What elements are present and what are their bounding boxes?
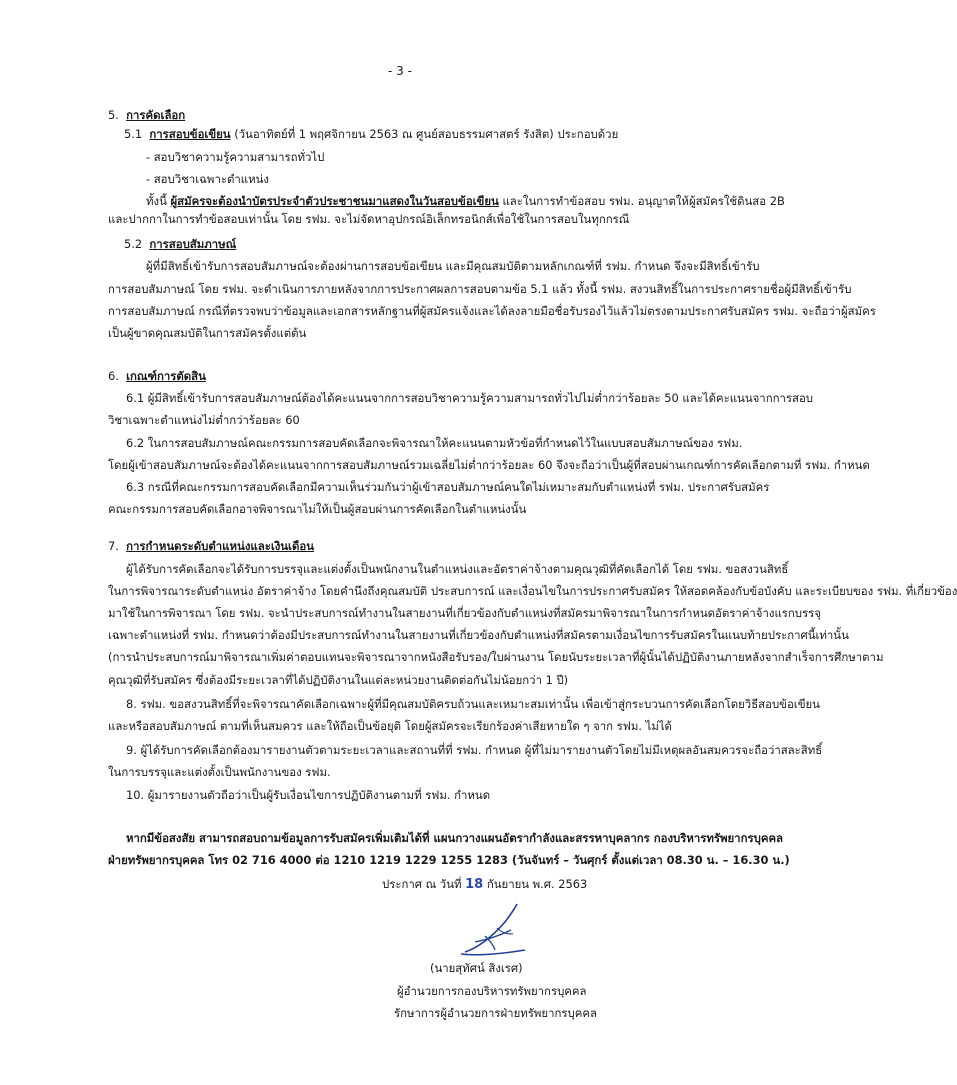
interview-para-line: การสอบสัมภาษณ์ โดย รฟม. จะดำเนินการภายหลังจากการประกาศผลการสอบตามข้อ 5.1 แล้ว ทั้งนี้ รฟม. สงวนสิทธิ์ในการประกาศรายชื่อผู้มีสิทธิ์เข้ารับ xyxy=(108,282,852,296)
clause-8-line: และหรือสอบสัมภาษณ์ ตามที่เห็นสมควร และให้ถือเป็นข้อยุติ โดยผู้สมัครจะเรียกร้องค่าเสียหายใด ๆ จาก รฟม. ไม่ได้ xyxy=(108,719,672,733)
salary-para-line: ในการพิจารณาระดับตำแหน่ง อัตราค่าจ้าง โดยคำนึงถึงคุณสมบัติ ประสบการณ์ และเงื่อนไขในการประกาศรับสมัคร ให้สอดคล้องกับข้อบังคับ และระเบียบของ รฟม. ที่เกี่ยวข้อง xyxy=(108,584,957,598)
clause-9-line: 9. ผู้ได้รับการคัดเลือกต้องมารายงานตัวตามระยะเวลาและสถานที่ที่ รฟม. กำหนด ผู้ที่ไม่มารายงานตัวโดยไม่มีเหตุผลอันสมควรจะถือว่าสละสิทธิ์ xyxy=(126,743,823,757)
section-5-2-title: การสอบสัมภาษณ์ xyxy=(149,237,237,251)
page-number: - 3 - xyxy=(388,64,412,78)
signer-acting-position: รักษาการผู้อำนวยการฝ่ายทรัพยากรบุคคล xyxy=(394,1006,597,1020)
exam-note xyxy=(146,194,785,209)
interview-para-line: ผู้ที่มีสิทธิ์เข้ารับการสอบสัมภาษณ์จะต้องผ่านการสอบข้อเขียน และมีคุณสมบัติตามหลักเกณฑ์ที่ รฟม. กำหนด จึงจะมีสิทธิ์เข้ารับ xyxy=(146,259,760,273)
announcement-day: 18 xyxy=(465,877,484,892)
exam-item-specific: - สอบวิชาเฉพาะตำแหน่ง xyxy=(146,172,269,186)
criteria-6-3-line: คณะกรรมการสอบคัดเลือกอาจพิจารณาไม่ให้เป็นผู้สอบผ่านการคัดเลือกในตำแหน่งนั้น xyxy=(108,502,527,516)
salary-para-line: (การนำประสบการณ์มาพิจารณาเพิ่มค่าตอบแทนจะพิจารณาจากหนังสือรับรอง/ใบผ่านงาน โดยนับระยะเวลาที่ผู้นั้นได้ปฏิบัติงานภายหลังจากสำเร็จการศึกษาตาม xyxy=(108,650,884,664)
clause-9-line: ในการบรรจุและแต่งตั้งเป็นพนักงานของ รฟม. xyxy=(108,765,331,779)
section-5-1-heading xyxy=(124,127,618,142)
exam-note-line2: และปากกาในการทำข้อสอบเท่านั้น โดย รฟม. จะไม่จัดหาอุปกรณ์อิเล็กทรอนิกส์เพื่อใช้ในการสอบในทุกกรณี xyxy=(108,212,630,226)
section-5-2-heading xyxy=(124,237,236,252)
salary-para-line: ผู้ได้รับการคัดเลือกจะได้รับการบรรจุและแต่งตั้งเป็นพนักงานในตำแหน่งและอัตราค่าจ้างตามคุณวุฒิที่คัดเลือกได้ โดย รฟม. ขอสงวนสิทธิ์ xyxy=(126,562,789,576)
exam-note-id-card: ผู้สมัครจะต้องนำบัตรประจำตัวประชาชนมาแสดงในวันสอบข้อเขียน xyxy=(170,194,499,208)
section-6-number: 6. xyxy=(108,369,119,383)
section-7-heading xyxy=(108,539,314,554)
section-5-2-number: 5.2 xyxy=(124,237,143,251)
exam-note-suffix: และในการทำข้อสอบ รฟม. อนุญาตให้ผู้สมัครใช้ดินสอ 2B xyxy=(502,194,785,208)
criteria-6-1-line: วิชาเฉพาะตำแหน่งไม่ต่ำกว่าร้อยละ 60 xyxy=(108,413,300,427)
criteria-6-1-line: 6.1 ผู้มีสิทธิ์เข้ารับการสอบสัมภาษณ์ต้องได้คะแนนจากการสอบวิชาความรู้ความสามารถทั่วไปไม่ต่ำกว่าร้อยละ 50 และได้คะแนนจากการสอบ xyxy=(126,391,814,405)
contact-line: หากมีข้อสงสัย สามารถสอบถามข้อมูลการรับสมัครเพิ่มเติมได้ที่ แผนกวางแผนอัตรากำลังและสรรหาบุคลากร กองบริหารทรัพยากรบุคคล xyxy=(126,831,784,845)
announcement-date-prefix: ประกาศ ณ วันที่ xyxy=(382,877,462,891)
salary-para-line: คุณวุฒิที่รับสมัคร ซึ่งต้องมีระยะเวลาที่ได้ปฏิบัติงานในแต่ละหน่วยงานติดต่อกันไม่น้อยกว่า 1 ปี) xyxy=(108,673,569,687)
criteria-6-2-line: 6.2 ในการสอบสัมภาษณ์คณะกรรมการสอบคัดเลือกจะพิจารณาให้คะแนนตามหัวข้อที่กำหนดไว้ในแบบสอบสัมภาษณ์ของ รฟม. xyxy=(126,436,743,450)
section-5-title: การคัดเลือก xyxy=(126,108,186,122)
section-7-number: 7. xyxy=(108,539,119,553)
clause-8-line: 8. รฟม. ขอสงวนสิทธิ์ที่จะพิจารณาคัดเลือกเฉพาะผู้ที่มีคุณสมบัติครบถ้วนและเหมาะสมเท่านั้น เพื่อเข้าสู่กระบวนการคัดเลือกโดยวิธีสอบข้อเขียน xyxy=(126,697,820,711)
announcement-date xyxy=(382,877,587,892)
exam-note-prefix: ทั้งนี้ xyxy=(146,194,167,208)
section-5-heading xyxy=(108,108,185,123)
announcement-date-suffix: กันยายน พ.ศ. 2563 xyxy=(486,877,588,891)
clause-10-line: 10. ผู้มารายงานตัวถือว่าเป็นผู้รับเงื่อนไขการปฏิบัติงานตามที่ รฟม. กำหนด xyxy=(126,788,491,802)
section-6-heading xyxy=(108,369,206,384)
section-5-1-title: การสอบข้อเขียน xyxy=(149,127,231,141)
section-7-title: การกำหนดระดับตำแหน่งและเงินเดือน xyxy=(126,539,314,553)
section-5-1-number: 5.1 xyxy=(124,127,143,141)
criteria-6-3-line: 6.3 กรณีที่คณะกรรมการสอบคัดเลือกมีความเห็นร่วมกันว่าผู้เข้าสอบสัมภาษณ์คนใดไม่เหมาะสมกับตำแหน่งที่ รฟม. ประกาศรับสมัคร xyxy=(126,480,770,494)
signer-name: (นายสุทัศน์ สิงเรศ) xyxy=(430,961,523,975)
interview-para-line: เป็นผู้ขาดคุณสมบัติในการสมัครตั้งแต่ต้น xyxy=(108,326,307,340)
section-5-number: 5. xyxy=(108,108,119,122)
salary-para-line: มาใช้ในการพิจารณา โดย รฟม. จะนำประสบการณ์ทำงานในสายงานที่เกี่ยวข้องกับตำแหน่งที่สมัครมาพิจารณาในการกำหนดอัตราค่าจ้างแรกบรรจุ xyxy=(108,606,821,620)
interview-para-line: การสอบสัมภาษณ์ กรณีที่ตรวจพบว่าข้อมูลและเอกสารหลักฐานที่ผู้สมัครแจ้งและได้ลงลายมือชื่อรับรองไว้แล้วไม่ตรงตามประกาศรับสมัคร รฟม. จะถือว่าผู้สมัคร xyxy=(108,304,876,318)
signer-position: ผู้อำนวยการกองบริหารทรัพยากรบุคคล xyxy=(397,984,587,998)
handwritten-signature xyxy=(455,900,535,960)
criteria-6-2-line: โดยผู้เข้าสอบสัมภาษณ์จะต้องได้คะแนนจากการสอบสัมภาษณ์รวมเฉลี่ยไม่ต่ำกว่าร้อยละ 60 จึงจะถือว่าเป็นผู้ที่สอบผ่านเกณฑ์การคัดเลือกตามที่ รฟม. กำหนด xyxy=(108,458,870,472)
section-6-title: เกณฑ์การตัดสิน xyxy=(126,369,206,383)
section-5-1-detail: (วันอาทิตย์ที่ 1 พฤศจิกายน 2563 ณ ศูนย์สอบธรรมศาสตร์ รังสิต) ประกอบด้วย xyxy=(234,127,619,141)
exam-item-general: - สอบวิชาความรู้ความสามารถทั่วไป xyxy=(146,150,325,164)
contact-line: ฝ่ายทรัพยากรบุคคล โทร 02 716 4000 ต่อ 1210 1219 1229 1255 1283 (วันจันทร์ – วันศุกร์ ตั้งแต่เวลา 08.30 น. – 16.30 น.) xyxy=(108,853,790,867)
salary-para-line: เฉพาะตำแหน่งที่ รฟม. กำหนดว่าต้องมีประสบการณ์ทำงานในสายงานที่เกี่ยวข้องกับตำแหน่งที่สมัครตามเงื่อนไขการรับสมัครในแนบท้ายประกาศนี้เท่านั้น xyxy=(108,628,849,642)
